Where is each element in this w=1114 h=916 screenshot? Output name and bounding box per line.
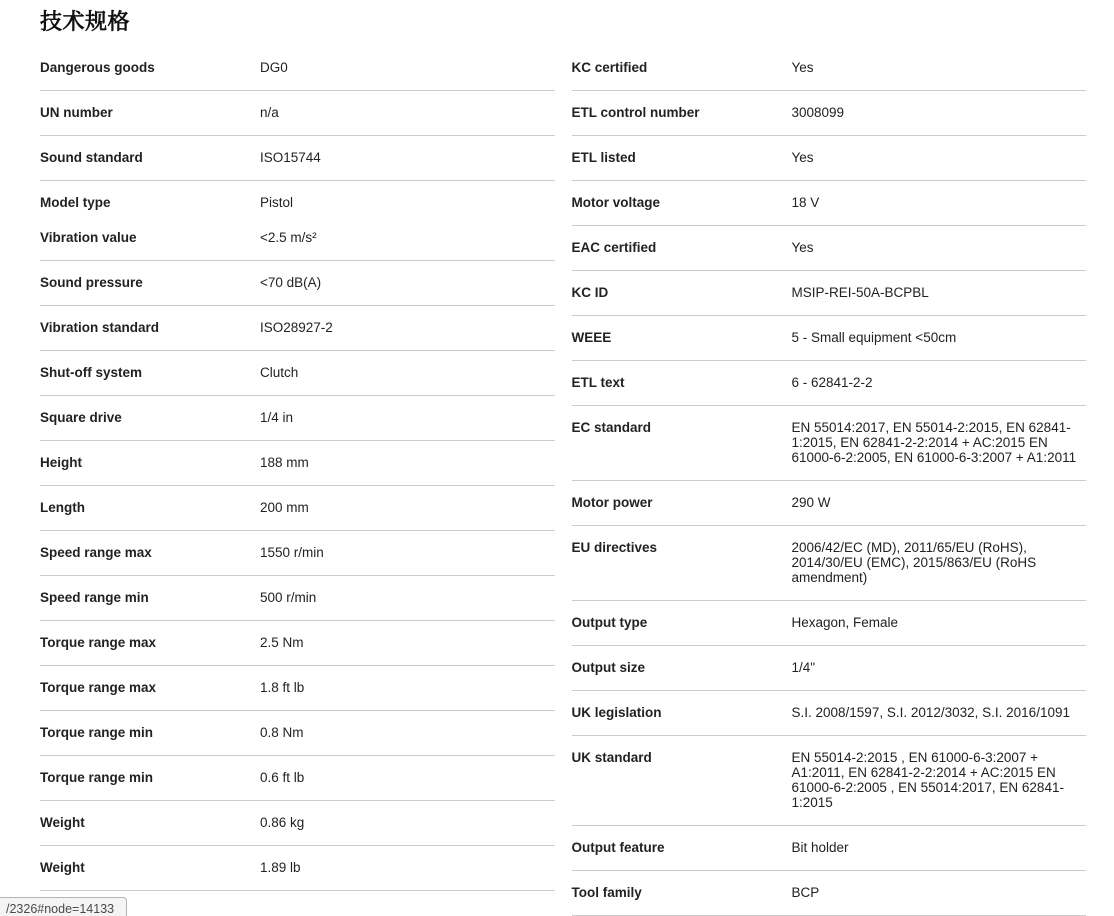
spec-label: UN number bbox=[40, 105, 113, 120]
spec-label: Weight bbox=[40, 815, 85, 830]
spec-value: Bit holder bbox=[791, 840, 849, 855]
spec-value: 0.6 ft lb bbox=[260, 770, 305, 785]
spec-label: Torque range min bbox=[40, 725, 154, 740]
spec-row bbox=[40, 261, 555, 306]
spec-label: Output type bbox=[571, 615, 648, 630]
spec-row bbox=[40, 801, 555, 846]
spec-value: 188 mm bbox=[260, 455, 309, 470]
spec-value: Yes bbox=[791, 150, 814, 165]
spec-value: ISO28927-2 bbox=[260, 320, 333, 335]
spec-row bbox=[572, 226, 1087, 271]
spec-row bbox=[40, 711, 555, 756]
spec-value: EN 55014:2017, EN 55014-2:2015, EN 62841-1:2015, EN 62841-2-2:2014 + AC:2015 EN 61000-6-2:2005, EN 61000-6-3:2007 + A1:2011 bbox=[791, 420, 1077, 465]
spec-row bbox=[572, 481, 1087, 526]
spec-value: 2006/42/EC (MD), 2011/65/EU (RoHS), 2014/30/EU (EMC), 2015/863/EU (RoHS amendment) bbox=[791, 540, 1037, 585]
spec-value: S.I. 2008/1597, S.I. 2012/3032, S.I. 2016/1091 bbox=[791, 705, 1070, 720]
spec-row bbox=[572, 826, 1087, 871]
spec-label: Torque range min bbox=[40, 770, 154, 785]
spec-row bbox=[40, 220, 555, 261]
spec-label: Model type bbox=[40, 195, 111, 210]
spec-row bbox=[40, 846, 555, 891]
spec-value: <70 dB(A) bbox=[260, 275, 322, 290]
spec-label: KC ID bbox=[571, 285, 609, 300]
status-bar-link-preview: /2326#node=14133 bbox=[0, 897, 127, 916]
spec-value: 5 - Small equipment <50cm bbox=[791, 330, 957, 345]
spec-row bbox=[572, 871, 1087, 916]
spec-row bbox=[572, 91, 1087, 136]
spec-row bbox=[40, 576, 555, 621]
spec-row bbox=[40, 136, 555, 181]
spec-row bbox=[572, 691, 1087, 736]
spec-value: ISO15744 bbox=[260, 150, 321, 165]
spec-value: Hexagon, Female bbox=[791, 615, 899, 630]
spec-label: Torque range max bbox=[40, 680, 157, 695]
spec-row bbox=[40, 181, 555, 220]
spec-label: Sound standard bbox=[40, 150, 143, 165]
spec-value: 290 W bbox=[791, 495, 831, 510]
spec-label: Sound pressure bbox=[40, 275, 143, 290]
spec-value: Clutch bbox=[260, 365, 299, 380]
spec-label: WEEE bbox=[571, 330, 612, 345]
spec-label: Vibration value bbox=[40, 230, 137, 245]
spec-label: UK standard bbox=[571, 750, 652, 765]
spec-value: Yes bbox=[791, 240, 814, 255]
spec-label: Height bbox=[40, 455, 82, 470]
spec-label: Weight bbox=[40, 860, 85, 875]
spec-value: 1.8 ft lb bbox=[260, 680, 305, 695]
spec-row bbox=[40, 486, 555, 531]
spec-value: BCP bbox=[791, 885, 820, 900]
spec-row bbox=[40, 441, 555, 486]
spec-value: 18 V bbox=[791, 195, 820, 210]
spec-label: EAC certified bbox=[571, 240, 657, 255]
spec-value: 500 r/min bbox=[260, 590, 317, 605]
spec-row bbox=[572, 646, 1087, 691]
spec-label: Vibration standard bbox=[40, 320, 160, 335]
spec-label: Output size bbox=[571, 660, 645, 675]
spec-value: 3008099 bbox=[791, 105, 845, 120]
spec-label: Speed range min bbox=[40, 590, 149, 605]
spec-value: 0.8 Nm bbox=[260, 725, 304, 740]
page-title: 技术规格 bbox=[40, 9, 131, 34]
spec-row bbox=[40, 396, 555, 441]
spec-value: 1550 r/min bbox=[260, 545, 324, 560]
spec-label: ETL control number bbox=[571, 105, 700, 120]
spec-value: 2.5 Nm bbox=[260, 635, 304, 650]
spec-label: EU directives bbox=[571, 540, 658, 555]
spec-row bbox=[40, 306, 555, 351]
spec-value: <2.5 m/s² bbox=[260, 230, 317, 245]
spec-label: Square drive bbox=[40, 410, 122, 425]
spec-label: Motor power bbox=[571, 495, 653, 510]
spec-value: 6 - 62841-2-2 bbox=[791, 375, 873, 390]
spec-row bbox=[572, 271, 1087, 316]
spec-row bbox=[572, 526, 1087, 601]
spec-value: 200 mm bbox=[260, 500, 309, 515]
spec-row bbox=[40, 351, 555, 396]
spec-value: Pistol bbox=[260, 195, 294, 210]
spec-value: 1/4 in bbox=[260, 410, 294, 425]
spec-table bbox=[40, 46, 1086, 916]
spec-label: Speed range max bbox=[40, 545, 152, 560]
spec-label: Torque range max bbox=[40, 635, 157, 650]
spec-row bbox=[572, 361, 1087, 406]
spec-row bbox=[572, 136, 1087, 181]
spec-row bbox=[572, 406, 1087, 481]
spec-row bbox=[572, 601, 1087, 646]
spec-row bbox=[40, 756, 555, 801]
spec-value: MSIP-REI-50A-BCPBL bbox=[791, 285, 929, 300]
spec-row bbox=[40, 666, 555, 711]
spec-label: ETL text bbox=[571, 375, 625, 390]
spec-value: 1.89 lb bbox=[260, 860, 301, 875]
spec-row bbox=[40, 46, 555, 91]
spec-label: Length bbox=[40, 500, 85, 515]
spec-value: EN 55014-2:2015 , EN 61000-6-3:2007 + A1:2011, EN 62841-2-2:2014 + AC:2015 EN 61000-6-2:2005 , EN 55014:2017, EN 62841-1:2015 bbox=[791, 750, 1064, 810]
spec-label: EC standard bbox=[571, 420, 652, 435]
spec-value: DG0 bbox=[260, 60, 288, 75]
spec-row bbox=[572, 181, 1087, 226]
spec-value: 0.86 kg bbox=[260, 815, 305, 830]
spec-value: Yes bbox=[791, 60, 814, 75]
spec-label: Tool family bbox=[571, 885, 642, 900]
spec-label: Dangerous goods bbox=[40, 60, 155, 75]
spec-row bbox=[40, 91, 555, 136]
spec-row bbox=[572, 316, 1087, 361]
spec-value: 1/4" bbox=[791, 660, 816, 675]
spec-label: UK legislation bbox=[571, 705, 662, 720]
spec-label: ETL listed bbox=[571, 150, 636, 165]
spec-row bbox=[40, 621, 555, 666]
spec-label: KC certified bbox=[571, 60, 648, 75]
spec-value: n/a bbox=[260, 105, 279, 120]
spec-label: Shut-off system bbox=[40, 365, 143, 380]
spec-table-left-column bbox=[40, 46, 555, 891]
spec-row bbox=[572, 736, 1087, 826]
spec-row bbox=[572, 46, 1087, 91]
spec-table-right-column bbox=[572, 46, 1087, 916]
spec-label: Output feature bbox=[571, 840, 665, 855]
spec-row bbox=[40, 531, 555, 576]
spec-label: Motor voltage bbox=[571, 195, 661, 210]
